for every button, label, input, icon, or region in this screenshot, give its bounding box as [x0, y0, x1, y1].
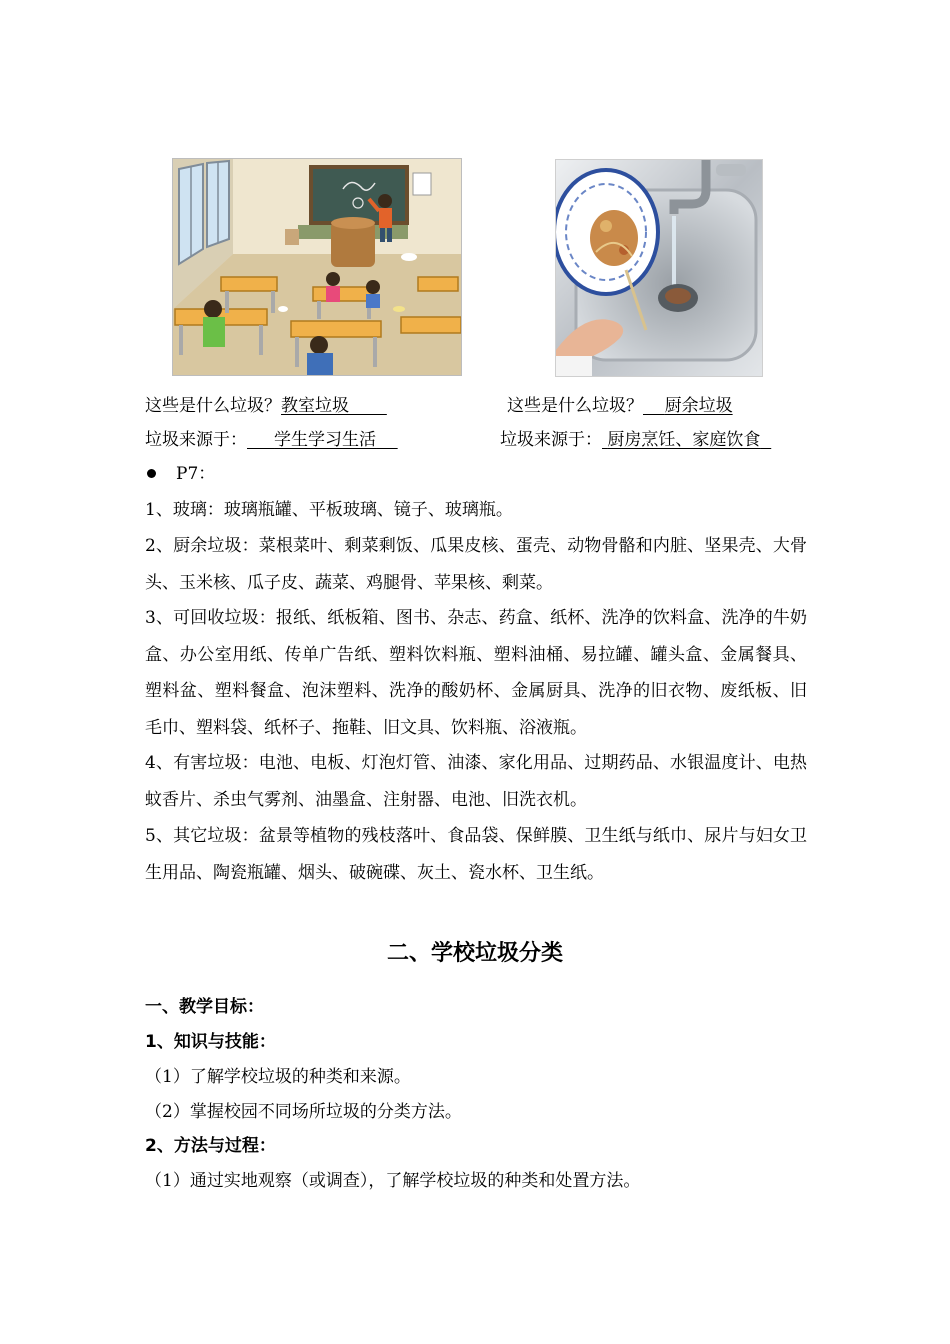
left-question [145, 394, 387, 418]
item-hazardous: 4、有害垃圾：电池、电板、灯泡灯管、油漆、家化用品、过期药品、水银温度计、电热蚊香片、杀虫气雾剂、油墨盒、注射器、电池、旧洗衣机。 [145, 753, 807, 810]
classroom-illustration [172, 158, 462, 376]
left-question-answer: 教室垃圾 [281, 396, 349, 416]
right-question [507, 394, 733, 418]
goals-title: 一、教学目标： [145, 997, 264, 1017]
item-glass: 1、玻璃：玻璃瓶罐、平板玻璃、镜子、玻璃瓶。 [145, 500, 513, 520]
item-other: 5、其它垃圾：盆景等植物的残枝落叶、食品袋、保鲜膜、卫生纸与纸巾、尿片与妇女卫生用品、陶瓷瓶罐、烟头、破碗碟、灰土、瓷水杯、卫生纸。 [145, 826, 807, 883]
method-title: 2、方法与过程： [145, 1136, 276, 1156]
right-source-label: 垃圾来源于： [500, 430, 602, 450]
sink-photo [555, 159, 763, 377]
left-question-label: 这些是什么垃圾？ [145, 396, 281, 416]
method-item-1: （1）通过实地观察（或调查），了解学校垃圾的种类和处置方法。 [145, 1171, 641, 1191]
right-source [500, 428, 771, 452]
knowledge-item-1: （1）了解学校垃圾的种类和来源。 [145, 1067, 411, 1087]
p7-label: P7： [176, 464, 216, 484]
left-source [145, 428, 398, 452]
knowledge-title: 1、知识与技能： [145, 1032, 276, 1052]
right-source-answer: 厨房烹饪、家庭饮食 [607, 430, 761, 450]
item-kitchen-waste: 2、厨余垃圾：菜根菜叶、剩菜剩饭、瓜果皮核、蛋壳、动物骨骼和内脏、坚果壳、大骨头、玉米核、瓜子皮、蔬菜、鸡腿骨、苹果核、剩菜。 [145, 536, 807, 593]
knowledge-item-2: （2）掌握校园不同场所垃圾的分类方法。 [145, 1102, 462, 1122]
left-source-label: 垃圾来源于： [145, 430, 247, 450]
section-title: 二、学校垃圾分类 [386, 941, 563, 966]
left-source-answer: 学生学习生活 [274, 430, 377, 450]
right-question-answer: 厨余垃圾 [664, 396, 733, 416]
bullet-dot [147, 469, 156, 478]
right-question-label: 这些是什么垃圾？ [507, 396, 643, 416]
item-recyclable: 3、可回收垃圾：报纸、纸板箱、图书、杂志、药盒、纸杯、洗净的饮料盒、洗净的牛奶盒、办公室用纸、传单广告纸、塑料饮料瓶、塑料油桶、易拉罐、罐头盒、金属餐具、塑料盆、塑料餐盒、泡沫塑料、洗净的酸奶杯、金属厨具、洗净的旧衣物、废纸板、旧毛巾、塑料袋、纸杯子、拖鞋、旧文具、饮料瓶、浴液瓶。 [145, 608, 807, 738]
